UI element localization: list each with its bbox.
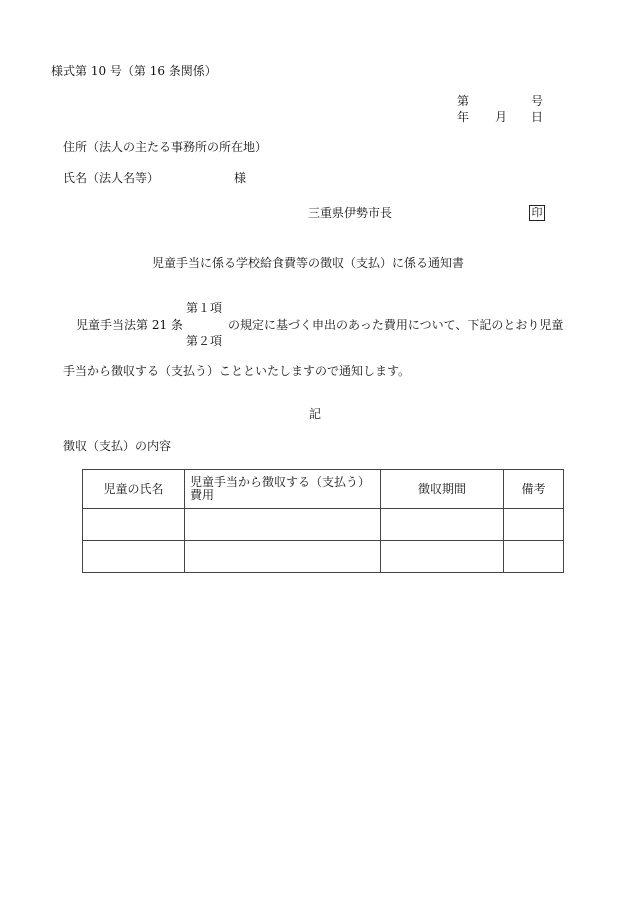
- cell-remarks[interactable]: [504, 509, 564, 541]
- form-number: 様式第 10 号（第 16 条関係）: [51, 64, 217, 78]
- cell-remarks[interactable]: [504, 541, 564, 573]
- cell-period[interactable]: [381, 509, 504, 541]
- table-row: [83, 509, 564, 541]
- cell-period[interactable]: [381, 541, 504, 573]
- document-title: 児童手当に係る学校給食費等の徴収（支払）に係る通知書: [152, 256, 465, 270]
- law-reference: 児童手当法第 21 条: [76, 318, 183, 332]
- date-day: 日: [531, 110, 544, 124]
- cell-cost[interactable]: [185, 541, 381, 573]
- cell-child-name[interactable]: [83, 541, 185, 573]
- cell-child-name[interactable]: [83, 509, 185, 541]
- clause-1: 第１項: [186, 301, 223, 315]
- body-line-2: 手当から徴収する（支払う）ことといたしますので通知します。: [63, 364, 411, 378]
- section-label: 徴収（支払）の内容: [63, 439, 172, 453]
- name-label: 氏名（法人名等）: [63, 171, 160, 185]
- header-period: 徴収期間: [381, 470, 504, 509]
- clause-2: 第２項: [186, 334, 223, 348]
- header-cost: 児童手当から徴収する（支払う）費用: [185, 470, 381, 509]
- date-month: 月: [495, 110, 508, 124]
- address-label: 住所（法人の主たる事務所の所在地）: [63, 140, 268, 154]
- doc-number-suffix: 号: [531, 94, 544, 108]
- body-line-1: の規定に基づく申出のあった費用について、下記のとおり児童: [228, 318, 564, 332]
- cell-cost[interactable]: [185, 509, 381, 541]
- seal-icon: 印: [529, 205, 545, 221]
- ki-heading: 記: [309, 407, 322, 421]
- date-year: 年: [457, 110, 470, 124]
- header-child-name: 児童の氏名: [83, 470, 185, 509]
- table-row: [83, 541, 564, 573]
- doc-number-prefix: 第: [457, 94, 470, 108]
- header-remarks: 備考: [504, 470, 564, 509]
- table-header-row: [83, 470, 564, 509]
- honorific: 様: [234, 171, 247, 185]
- content-table: [82, 469, 564, 573]
- issuer: 三重県伊勢市長: [308, 206, 393, 220]
